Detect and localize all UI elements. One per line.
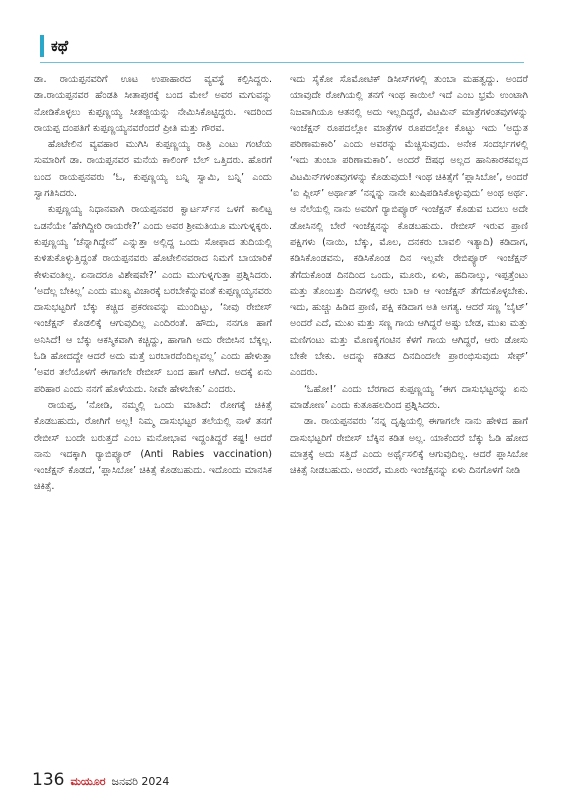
paragraph: ಡಾ. ರಾಯಪ್ಪನವರು ‘ನನ್ನ ದೃಷ್ಟಿಯಲ್ಲಿ ಈಗಾಗಲೇ ನಾನು ಹೇಳಿದ ಹಾಗೆ ದಾಸುಭಟ್ಟರಿಗೆ ರೇಬೀಸ್ ಬೆಕ್ಕಿನ ಕಡಿತ ಅಲ್ಲ. ಯಾಕೆಂದರೆ ಬೆಕ್ಕು ಓಡಿ ಹೋದ ಮಾತ್ರಕ್ಕೆ ಅದು ಸತ್ತಿದೆ ಎಂದು ಅರ್ಥೈಸಲಿಕ್ಕೆ ಆಗುವುದಿಲ್ಲ. ಆದರೆ ಪ್ಲಾಸಿಬೋ ಚಿಕಿತ್ಸೆ ನೀಡಬಹುದು. ಅಂದರೆ, ಮೂರು ಇಂಜೆಕ್ಷನನ್ನು ಏಳು ದಿನಗೊಳಗೆ ನೀಡಿ xyxy=(290,416,528,477)
section-title: ಕಥೆ xyxy=(51,37,69,55)
column-right xyxy=(290,72,528,765)
article-body xyxy=(34,72,528,765)
section-header xyxy=(40,32,68,60)
paragraph: ಡಾ. ರಾಯಪ್ಪನವರಿಗೆ ಊಟ ಉಪಾಹಾರದ ವ್ಯವಸ್ಥೆ ಕಲ್ಪಿಸಿದ್ದರು. ಡಾ.ರಾಯಪ್ಪನವರ ಹೆಂಡತಿ ಸೀತಾಪುರಕ್ಕೆ ಬಂದ ಮೇಲೆ ಅವರ ಮಗುವನ್ನು ನೋಡಿಕೊಳ್ಳಲು ಕುಪ್ಪಣ್ಣಯ್ಯ ಸೀತಜ್ಜಿಯನ್ನು ನೇಮಿಸಿಕೊಟ್ಟಿದ್ದರು. ಇದರಿಂದ ರಾಯಪ್ಪ ದಂಪತಿಗೆ ಕುಪ್ಪಣ್ಣಯ್ಯನವರೆಂದರೆ ಪ್ರೀತಿ ಮತ್ತು ಗೌರವ. xyxy=(34,74,272,134)
page-number: 136 xyxy=(32,770,65,790)
magazine-logo: ಮಯೂರ xyxy=(70,775,106,788)
paragraph: ಹೊಟೇಲಿನ ವ್ಯವಹಾರ ಮುಗಿಸಿ ಕುಪ್ಪಣ್ಣಯ್ಯ ರಾತ್ರಿ ಎಂಟು ಗಂಟೆಯ ಸುಮಾರಿಗೆ ಡಾ. ರಾಯಪ್ಪನವರ ಮನೆಯ ಕಾಲಿಂಗ್ ಬೆಲ್ ಒತ್ತಿದರು. ಹೊರಗೆ ಬಂದ ರಾಯಪ್ಪನವರು ‘ಓ, ಕುಪ್ಪಣ್ಣಯ್ಯ ಬನ್ನಿ ಸ್ವಾಮಿ, ಬನ್ನಿ’ ಎಂದು ಸ್ವಾಗತಿಸಿದರು. xyxy=(34,139,272,200)
page-footer xyxy=(32,770,169,790)
paragraph: ರಾಯಪ್ಪ, ‘ನೋಡಿ, ನಮ್ಮಲ್ಲಿ ಒಂದು ಮಾತಿದೆ: ರೋಗಕ್ಕೆ ಚಿಕಿತ್ಸೆ ಕೊಡಬಹುದು, ರೋಗಿಗೆ ಅಲ್ಲ! ನಿಮ್ಮ ದಾಸುಭಟ್ಟರ ತಲೆಯಲ್ಲಿ ನಾಳೆ ತನಗೆ ರೇಬೀಸ್ ಬಂದೇ ಬರುತ್ತದೆ ಎಂಬ ಮನೋಭಾವ ಇದ್ದಂತಿದ್ದರೆ ಕಷ್ಟ! ಆದರೆ ನಾನು ಇದಕ್ಕಾಗಿ ರ್‍ಯಾಬಿಪ್ಯೂರ್ (Anti Rabies vaccination) ಇಂಜೆಕ್ಷನ್ ಕೊಡದೆ, ‘ಪ್ಲಾಸಿಬೋ’ ಚಿಕಿತ್ಸೆ ಕೊಡಬಹುದು. ಇದೊಂದು ಮಾನಸಿಕ ಚಿಕಿತ್ಸೆ. xyxy=(34,399,272,493)
issue-date: ಜನವರಿ 2024 xyxy=(111,775,170,788)
column-left xyxy=(34,72,272,765)
paragraph: ಕುಪ್ಪಣ್ಣಯ್ಯ ನಿಧಾನವಾಗಿ ರಾಯಪ್ಪನವರ ಕ್ವಾರ್ಟರ್ಸ್‌ನ ಒಳಗೆ ಕಾಲಿಟ್ಟ ಒಡನೆಯೇ ‘ಹೇಗಿದ್ದೀರಿ ರಾಯರೇ?’ ಎಂದು ಅವರ ಶ್ರೀಮತಿಯೂ ಮುಗುಳ್ನಕ್ಕರು. ಕುಪ್ಪಣ್ಣಯ್ಯ ‘ಚೆನ್ನಾಗಿದ್ದೇನೆ’ ಎನ್ನುತ್ತಾ ಅಲ್ಲಿದ್ದ ಒಂದು ಸೋಫಾದ ತುದಿಯಲ್ಲಿ ಕುಳಿತುಕೊಳ್ಳುತ್ತಿದ್ದಂತೆ ರಾಯಪ್ಪನವರು ಹೊಟೇಲಿನವರಾದ ನಿಮಗೆ ಬಾಯಾರಿಕೆ ಕೇಳುವಂತಿಲ್ಲ. ಏನಾದರೂ ವಿಶೇಷವೇ?’ ಎಂದು ಮುಗುಳ್ನಗುತ್ತಾ ಪ್ರಶ್ನಿಸಿದರು. ‘ಅದೆಲ್ಲ ಬೇಕಿಲ್ಲ’ ಎಂದು ಮುಖ್ಯ ವಿಚಾರಕ್ಕೆ ಬರಬೇಕೆನ್ನುವಂತೆ ಕುಪ್ಪಣ್ಣಯ್ಯನವರು ದಾಸುಭಟ್ಟರಿಗೆ ಬೆಕ್ಕು ಕಚ್ಚಿದ ಪ್ರಕರಣವನ್ನು ಮುಂದಿಟ್ಟು, ‘ನೀವು ರೇಬೀಸ್ ಇಂಜೆಕ್ಷನ್ ಕೊಡಲಿಕ್ಕೆ ಆಗುವುದಿಲ್ಲ ಎಂದಿರಂತೆ. ಹೌದು, ನನಗೂ ಹಾಗೆ ಅನಿಸಿದೆ! ಆ ಬೆಕ್ಕು ಆಕಸ್ಮಿಕವಾಗಿ ಕಚ್ಚಿದ್ದು, ಹಾಗಾಗಿ ಅದು ರೇಬೀಸಿನ ಬೆಕ್ಕಲ್ಲ. ಓಡಿ ಹೋದದ್ದೇ ಆದರೆ ಅದು ಮತ್ತೆ ಬರಬಾರದೆಂದಿಲ್ಲವಲ್ಲ’ ಎಂದು ಹೇಳುತ್ತಾ ‘ಅವರ ತಲೆಯೊಳಗೆ ಈಗಾಗಲೇ ರೇಬೀಸ್ ಬಂದ ಹಾಗೆ ಆಗಿದೆ. ಅದಕ್ಕೆ ಏನು ಪರಿಹಾರ ಎಂದು ನನಗೆ ಹೊಳೆಯದು. ನೀವೇ ಹೇಳಬೇಕು’ ಎಂದರು. xyxy=(34,204,272,395)
paragraph: ‘ಓಹೋ!’ ಎಂದು ಬೆರಗಾದ ಕುಪ್ಪಣ್ಣಯ್ಯ ‘ಈಗ ದಾಸುಭಟ್ಟರನ್ನು ಏನು ಮಾಡೋಣ’ ಎಂದು ಕುತೂಹಲದಿಂದ ಪ್ರಶ್ನಿಸಿದರು. xyxy=(290,383,528,411)
section-accent-bar xyxy=(40,35,44,57)
paragraph: ಇದು ಸೈಕೋ ಸೊಮೋಟಿಕ್ ಡಿಸೀಸ್‌ಗಳಲ್ಲಿ ತುಂಬಾ ಮಹತ್ವದ್ದು. ಅಂದರೆ ಯಾವುದೇ ರೋಗಿಯಲ್ಲಿ ತನಗೆ ಇಂಥ ಕಾಯಿಲೆ ಇದೆ ಎಂಬ ಭ್ರಮೆ ಉಂಟಾಗಿ ನಿಜವಾಗಿಯೂ ಆತನಲ್ಲಿ ಅದು ಇಲ್ಲದಿದ್ದರೆ, ವಿಟಮಿನ್ ಮಾತ್ರೆಗಳಂತವುಗಳನ್ನು ಇಂಜೆಕ್ಷನ್ ರೂಪದಲ್ಲೋ ಮಾತ್ರೆಗಳ ರೂಪದಲ್ಲೋ ಕೊಟ್ಟು ಇದು ‘ಅದ್ಭುತ ಪರಿಣಾಮಕಾರಿ’ ಎಂದು ಅವರನ್ನು ಮೆಚ್ಚಿಸುವುದು. ಅನೇಕ ಸಂದರ್ಭಗಳಲ್ಲಿ ‘ಇದು ತುಂಬಾ ಪರಿಣಾಮಕಾರಿ’. ಅಂದರೆ ಔಷಧ ಅಲ್ಲದ ಹಾನಿಕಾರಕವಲ್ಲದ ವಿಟಮಿನ್‌ಗಳಂತವುಗಳನ್ನು ಕೊಡುವುದು! ಇಂಥ ಚಿಕಿತ್ಸೆಗೆ ‘ಪ್ಲಾಸಿಬೋ’, ಅಂದರೆ ‘ಐ ಪ್ಲೀಸ್’ ಅರ್ಥಾತ್ ‘ನನ್ನನ್ನು ನಾನೇ ಖುಷಿಪಡಿಸಿಕೊಳ್ಳುವುದು’ ಅಂಥ ಅರ್ಥ. ಆ ನೆಲೆಯಲ್ಲಿ ನಾನು ಅವರಿಗೆ ರ್‍ಯಾಬಿಪ್ಯೂರ್ ಇಂಜೆಕ್ಷನ್ ಕೊಡುವ ಬದಲು ಅದೇ ಡೋಸಿನಲ್ಲಿ ಬೇರೆ ಇಂಜೆಕ್ಷನನ್ನು ಕೊಡಬಹುದು. ರೇಬೀಸ್ ಇರುವ ಪ್ರಾಣಿ ಪಕ್ಷಿಗಳು (ನಾಯಿ, ಬೆಕ್ಕು, ಮೊಲ, ದನಕರು ಬಾವಲಿ ಇತ್ಯಾದಿ) ಕಡಿದಾಗ, ಕಡಿಸಿಕೊಂಡವನು, ಕಡಿಸಿಕೊಂಡ ದಿನ ಇಲ್ಲವೇ ರೇಬಿಪ್ಯೂರ್ ಇಂಜೆಕ್ಷನ್ ತೆಗೆದುಕೊಂಡ ದಿನದಿಂದ ಒಂದು, ಮೂರು, ಏಳು, ಹದಿನಾಲ್ಕು, ಇಪ್ಪತ್ತೆಂಟು ಮತ್ತು ತೊಂಬತ್ತು ದಿನಗಳಲ್ಲಿ ಆರು ಬಾರಿ ಆ ಇಂಜೆಕ್ಷನ್ ತೆಗೆದುಕೊಳ್ಳಬೇಕು. ಇದು, ಹುಚ್ಚು ಹಿಡಿದ ಪ್ರಾಣಿ, ಪಕ್ಷಿ ಕಡಿದಾಗ ಅತಿ ಅಗತ್ಯ. ಆದರೆ ಸಣ್ಣ ‘ಬೈಟ್’ ಅಂದರೆ ಎದೆ, ಮುಖ ಮತ್ತು ಸಣ್ಣ ಗಾಯ ಆಗಿದ್ದರೆ ಅಷ್ಟು ಬೇಡ, ಮುಖ ಮತ್ತು ಮಣಿಗಂಟು ಮತ್ತು ಮೊಣಕೈಗಂಟಿನ ಕೆಳಗೆ ಗಾಯ ಆಗಿದ್ದರೆ, ಆರು ಡೋಸು ಬೇಕೇ ಬೇಕು. ಅದನ್ನು ಕಡಿತದ ದಿನದಿಂದಲೇ ಪ್ರಾರಂಭಿಸುವುದು ಸೇಫ್’ ಎಂದರು. xyxy=(290,74,528,379)
header-rule xyxy=(40,62,524,63)
